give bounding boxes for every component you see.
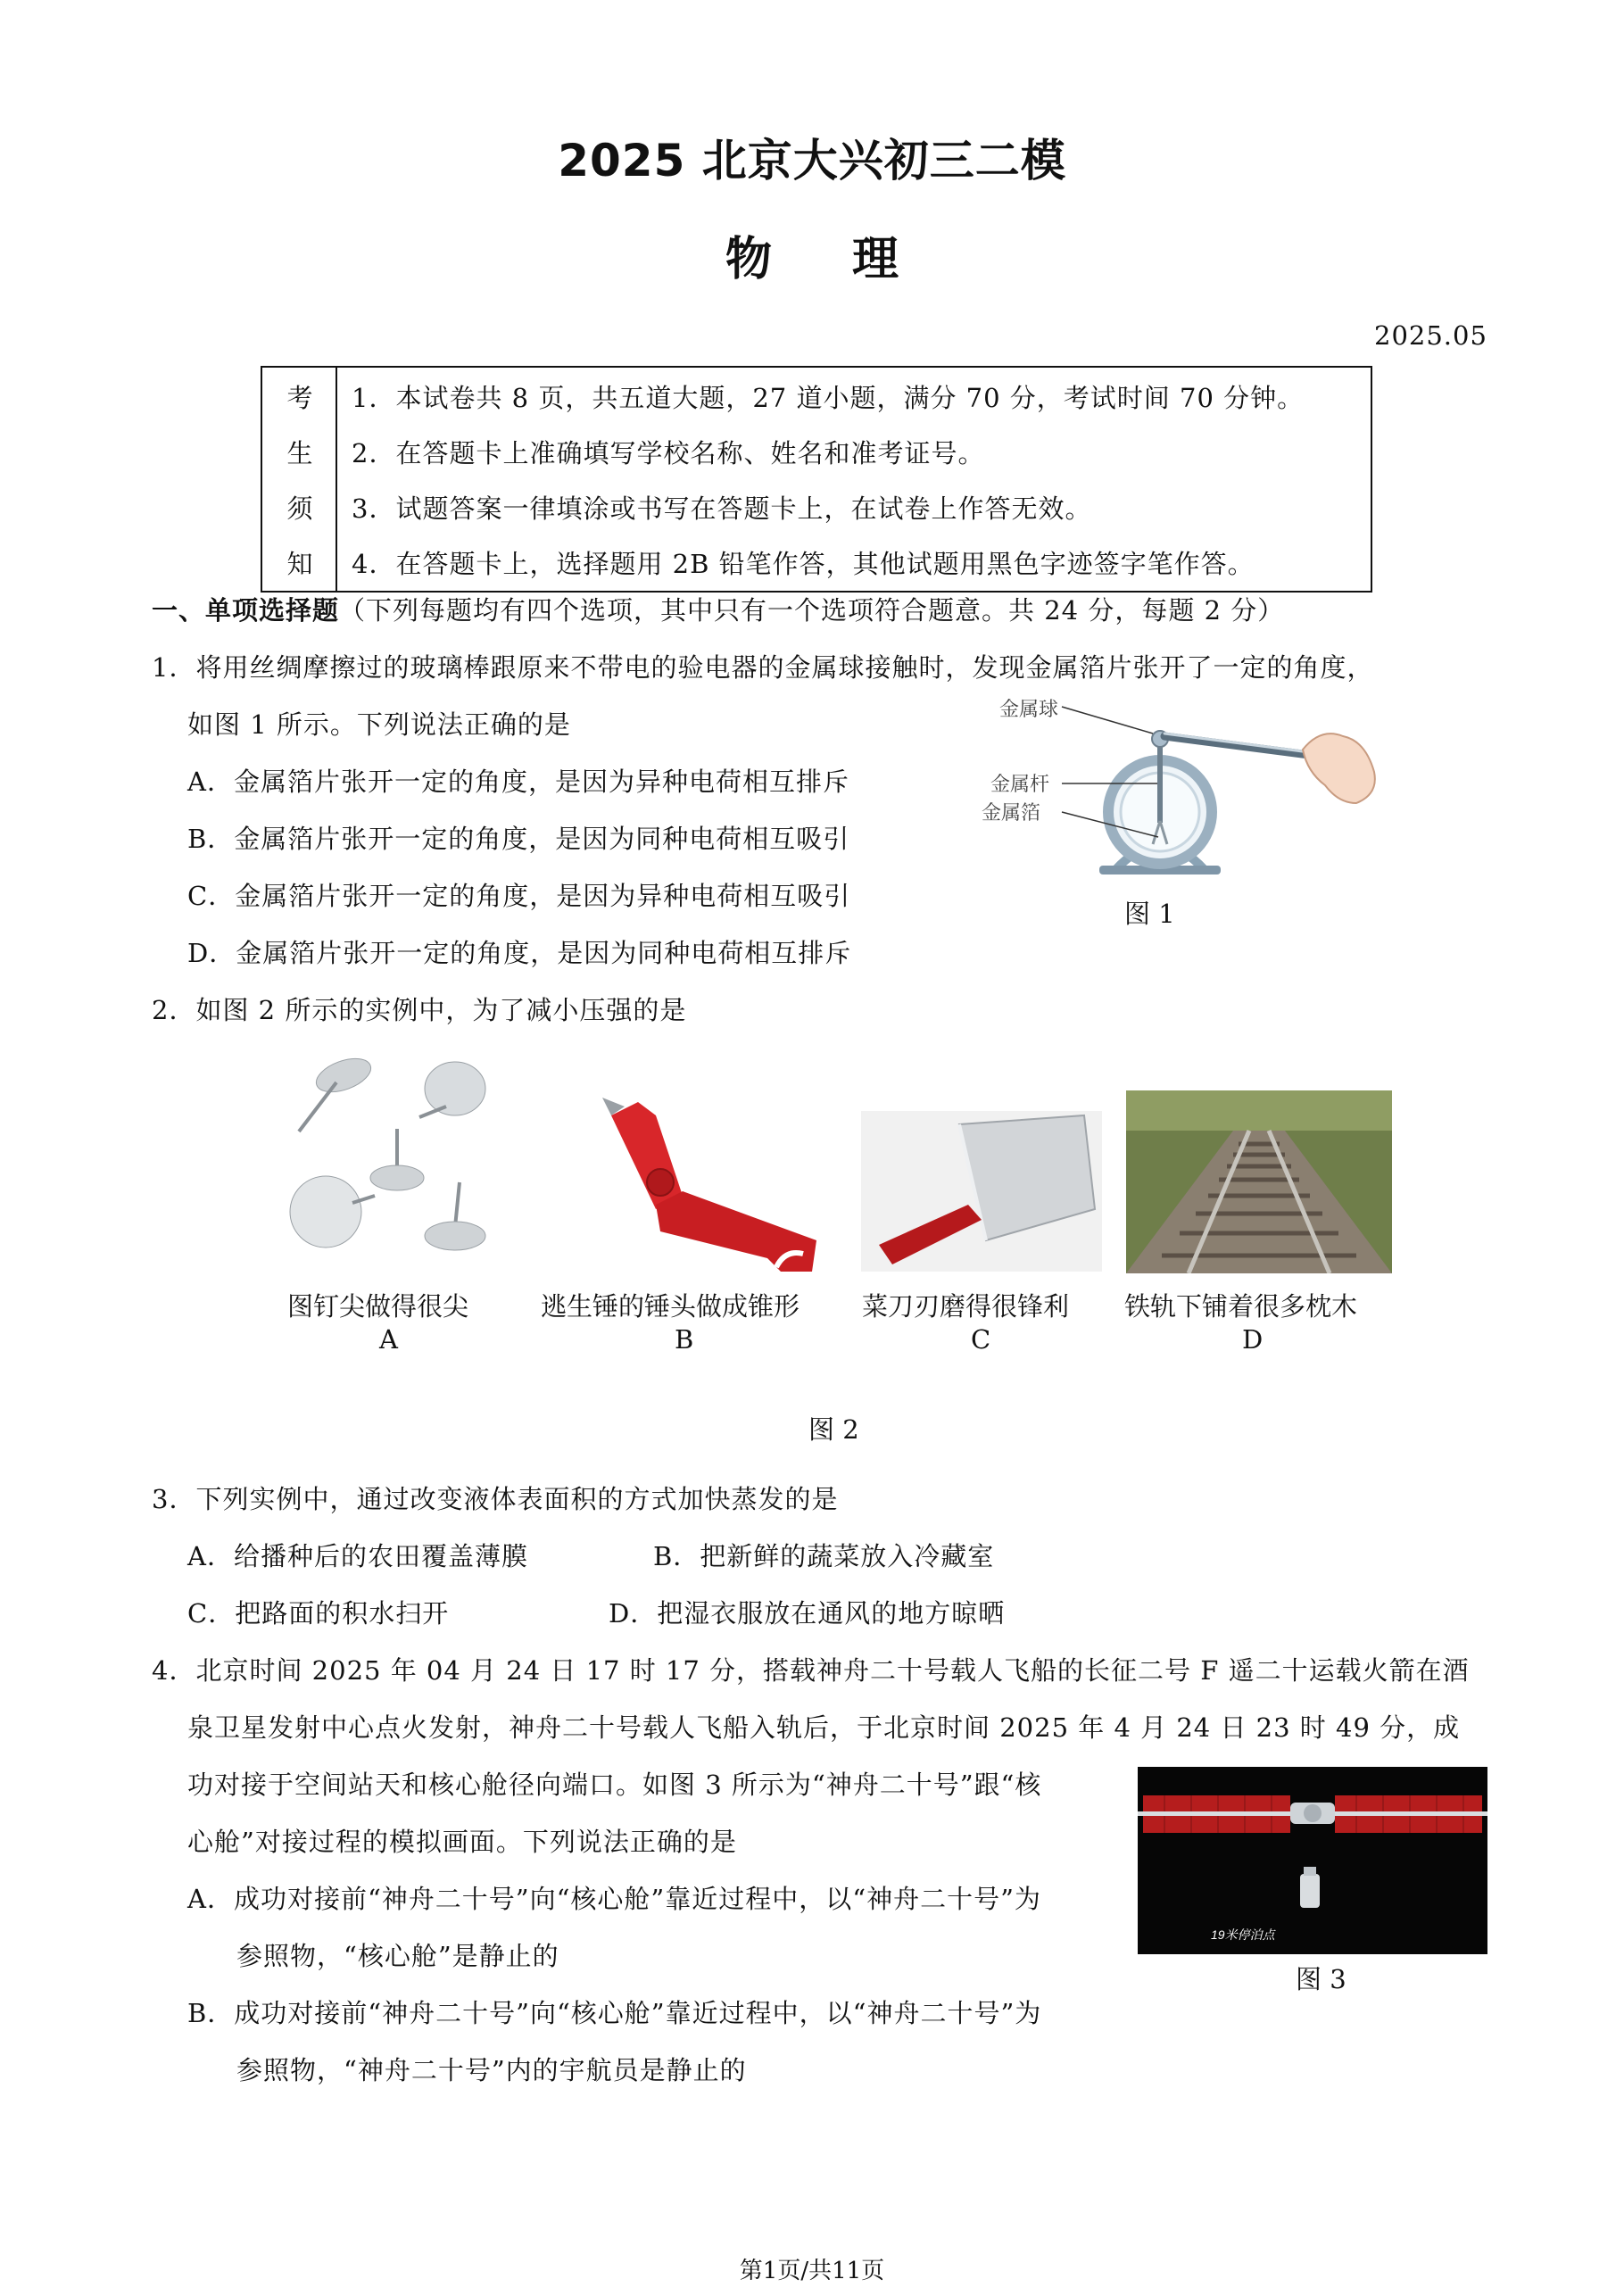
- q3-option-b: B．把新鲜的蔬菜放入冷藏室: [653, 1541, 995, 1571]
- q3-stem: 3．下列实例中，通过改变液体表面积的方式加快蒸发的是: [152, 1484, 839, 1514]
- q1-stem-line1: 1．将用丝绸摩擦过的玻璃棒跟原来不带电的验电器的金属球接触时，发现金属箔片张开了一定的角度，: [152, 652, 1374, 683]
- figure-2-caption: 图 2: [808, 1414, 859, 1445]
- figure-1-caption: 图 1: [1124, 899, 1175, 929]
- q1-option-c: C．金属箔片张开一定的角度，是因为异种电荷相互吸引: [187, 881, 851, 911]
- q2-option-d-letter: D: [1242, 1324, 1264, 1355]
- q4-stem-line1: 4．北京时间 2025 年 04 月 24 日 17 时 17 分，搭载神舟二十号载人飞船的长征二号 F 遥二十运载火箭在酒: [152, 1655, 1470, 1686]
- thumbtack-icon: [425, 1182, 485, 1250]
- q3-option-c: C．把路面的积水扫开: [187, 1598, 450, 1629]
- notice-side-char: 生: [286, 438, 313, 468]
- subject-title: 物理: [725, 233, 979, 286]
- q1-option-a: A．金属箔片张开一定的角度，是因为异种电荷相互排斥: [187, 767, 849, 797]
- notice-side-char: 考: [286, 383, 313, 413]
- label-metal-rod: 金属杆: [990, 773, 1050, 795]
- q4-option-a-line1: A．成功对接前“神舟二十号”向“核心舱”靠近过程中，以“神舟二十号”为: [187, 1884, 1041, 1914]
- exam-date: 2025.05: [1374, 320, 1487, 351]
- q2-option-b-letter: B: [675, 1324, 694, 1355]
- page-number: 第1页/共11页: [739, 2258, 885, 2284]
- thumbtack-icon: [370, 1129, 424, 1190]
- q4-option-b-line1: B．成功对接前“神舟二十号”向“核心舱”靠近过程中，以“神舟二十号”为: [187, 1998, 1042, 2028]
- image-thumbtacks: [281, 1053, 504, 1263]
- thumbtack-icon: [419, 1062, 485, 1117]
- q4-option-b-line2: 参照物，“神舟二十号”内的宇航员是静止的: [236, 2055, 747, 2085]
- image-escape-hammer: [576, 1098, 825, 1276]
- section-title: 一、单项选择题: [152, 595, 340, 626]
- q1-option-d: D．金属箔片张开一定的角度，是因为同种电荷相互排斥: [187, 938, 852, 968]
- notice-item: 2．在答题卡上准确填写学校名称、姓名和准考证号。: [352, 438, 985, 468]
- section-heading: [152, 593, 1284, 628]
- image-railway-track: [1126, 1090, 1392, 1273]
- q4-stem-line4: 心舱”对接过程的模拟画面。下列说法正确的是: [187, 1827, 737, 1857]
- notice-item: 4．在答题卡上，选择题用 2B 铅笔作答，其他试题用黑色字迹签字笔作答。: [352, 549, 1255, 579]
- q1-option-b: B．金属箔片张开一定的角度，是因为同种电荷相互吸引: [187, 824, 850, 854]
- notice-item: 1．本试卷共 8 页，共五道大题，27 道小题，满分 70 分，考试时间 70 分钟。: [352, 383, 1305, 413]
- q2-option-c-text: 菜刀刃磨得很锋利: [862, 1291, 1070, 1322]
- q3-option-a: A．给播种后的农田覆盖薄膜: [187, 1541, 528, 1571]
- q2-option-d-text: 铁轨下铺着很多枕木: [1124, 1291, 1358, 1322]
- figure-1-electroscope: [982, 687, 1392, 901]
- section-note: （下列每题均有四个选项，其中只有一个选项符合题意。共 24 分，每题 2 分）: [339, 595, 1285, 626]
- notice-side-char: 须: [286, 493, 313, 524]
- notice-side-char: 知: [286, 549, 313, 579]
- image-cleaver: [861, 1111, 1102, 1272]
- q2-option-a-text: 图钉尖做得很尖: [287, 1291, 469, 1322]
- figure-3-caption: 图 3: [1296, 1964, 1346, 1994]
- thumbtack-icon: [299, 1053, 376, 1131]
- notice-box: [261, 366, 1372, 593]
- q1-stem-line2: 如图 1 所示。下列说法正确的是: [187, 709, 571, 740]
- figure-3-docking-image: [1138, 1767, 1487, 1954]
- q2-option-a-letter: A: [379, 1324, 398, 1355]
- q2-option-b-text: 逃生锤的锤头做成锥形: [541, 1291, 800, 1322]
- label-metal-foil: 金属箔: [982, 801, 1041, 824]
- label-metal-ball: 金属球: [999, 698, 1059, 720]
- q2-stem: 2．如图 2 所示的实例中，为了减小压强的是: [152, 995, 687, 1025]
- exam-title: 2025 北京大兴初三二模: [558, 135, 1066, 186]
- q4-stem-line3: 功对接于空间站天和核心舱径向端口。如图 3 所示为“神舟二十号”跟“核: [187, 1770, 1042, 1800]
- q2-option-c-letter: C: [971, 1324, 991, 1355]
- q4-stem-line2: 泉卫星发射中心点火发射，神舟二十号载人飞船入轨后，于北京时间 2025 年 4 月 24 日 23 时 49 分，成: [187, 1712, 1461, 1743]
- notice-side-column: [262, 368, 337, 591]
- figure-3-inset-text: 19米停泊点: [1211, 1927, 1275, 1942]
- q4-option-a-line2: 参照物，“核心舱”是静止的: [236, 1941, 559, 1971]
- notice-item: 3．试题答案一律填涂或书写在答题卡上，在试卷上作答无效。: [352, 493, 1092, 524]
- q3-option-d: D．把湿衣服放在通风的地方晾晒: [609, 1598, 1006, 1629]
- thumbtack-icon: [290, 1176, 375, 1247]
